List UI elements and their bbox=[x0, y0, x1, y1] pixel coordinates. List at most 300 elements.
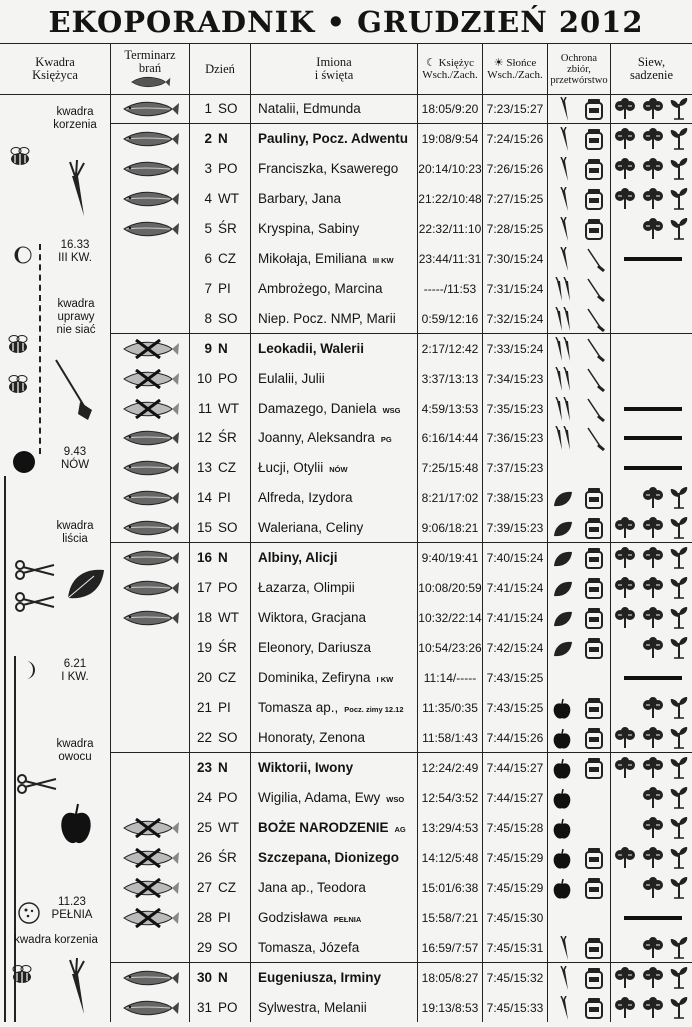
name-day-text: Albiny, Alicji bbox=[258, 550, 338, 565]
leaf-icon bbox=[552, 580, 574, 603]
name-day-text: Pauliny, Pocz. Adwentu bbox=[258, 131, 409, 146]
jar-icon bbox=[584, 877, 604, 904]
day-number: 31 bbox=[196, 1000, 212, 1015]
fish-icon bbox=[126, 75, 174, 89]
table-row bbox=[0, 813, 692, 843]
day-number: 22 bbox=[196, 730, 212, 745]
name-day-text: Tomasza ap., bbox=[258, 700, 339, 715]
weekday: CZ bbox=[218, 460, 236, 475]
moon-times: 6:16/14:44 bbox=[421, 431, 479, 445]
moon-times: 11:58/1:43 bbox=[422, 731, 478, 745]
name-day-text: Leokadii, Walerii bbox=[258, 341, 365, 356]
name-day bbox=[258, 873, 416, 903]
name-day-text: Dominika, Zefiryna bbox=[258, 670, 371, 685]
sun-times: 7:45/15:30 bbox=[486, 911, 544, 925]
no-sowing-bar bbox=[624, 676, 682, 680]
plant-icon bbox=[642, 547, 664, 574]
label-kwadra-korzenia: kwadra korzenia bbox=[53, 106, 97, 131]
fish-icon bbox=[120, 608, 180, 628]
plant-icon bbox=[614, 158, 636, 185]
weekday: PO bbox=[218, 1000, 238, 1015]
day-number: 26 bbox=[196, 850, 212, 865]
weekday: SO bbox=[218, 940, 238, 955]
sun-times: 7:24/15:26 bbox=[486, 132, 544, 146]
table-row bbox=[0, 94, 692, 124]
name-day-text: Barbary, Jana bbox=[258, 191, 342, 206]
weekday: CZ bbox=[218, 670, 236, 685]
day-number: 27 bbox=[196, 880, 212, 895]
name-day bbox=[258, 573, 416, 603]
table-row bbox=[0, 154, 692, 184]
sprout-icon bbox=[668, 877, 690, 904]
jar-icon bbox=[584, 218, 604, 245]
table-row bbox=[0, 334, 692, 364]
fish-crossed-icon bbox=[120, 339, 180, 359]
moon-times: 3:37/13:13 bbox=[421, 372, 479, 386]
jar-icon bbox=[584, 188, 604, 215]
moon-times: 10:32/22:14 bbox=[418, 611, 482, 625]
name-day-text: Kryspina, Sabiny bbox=[258, 221, 360, 236]
day-number: 15 bbox=[196, 520, 212, 535]
moon-times: 16:59/7:57 bbox=[421, 941, 479, 955]
plant-icon bbox=[614, 128, 636, 155]
name-day bbox=[258, 693, 416, 723]
name-day bbox=[258, 543, 416, 573]
jar-icon bbox=[584, 98, 604, 125]
sun-times: 7:43/15:25 bbox=[486, 671, 544, 685]
moon-times: 20:14/10:23 bbox=[418, 162, 482, 176]
fish-icon bbox=[120, 578, 180, 598]
day-number: 5 bbox=[204, 221, 212, 236]
name-day-text: Franciszka, Ksawerego bbox=[258, 161, 399, 176]
sprout-icon bbox=[668, 517, 690, 544]
table-row bbox=[0, 753, 692, 783]
plant-icon bbox=[642, 877, 664, 904]
moon-times: 7:25/15:48 bbox=[421, 461, 479, 475]
day-annotation: III KW bbox=[372, 256, 394, 265]
leaf-icon bbox=[552, 550, 574, 573]
sprout-icon bbox=[668, 218, 690, 245]
sprout-icon bbox=[668, 128, 690, 155]
sun-times: 7:43/15:25 bbox=[486, 701, 544, 715]
sprout-icon bbox=[668, 158, 690, 185]
fish-icon bbox=[120, 458, 180, 478]
day-number: 20 bbox=[196, 670, 212, 685]
weekday: WT bbox=[218, 820, 239, 835]
label-i-kw: 6.21 I KW. bbox=[61, 658, 89, 683]
sun-times: 7:41/15:24 bbox=[486, 581, 544, 595]
jar-icon bbox=[584, 487, 604, 514]
sun-times: 7:30/15:24 bbox=[486, 252, 544, 266]
table-row bbox=[0, 244, 692, 274]
plant-icon bbox=[642, 607, 664, 634]
name-day-text: Łucji, Otylii bbox=[258, 460, 324, 475]
jar-icon bbox=[584, 847, 604, 874]
name-day bbox=[258, 753, 416, 783]
jar-icon bbox=[584, 607, 604, 634]
sun-times: 7:45/15:32 bbox=[486, 971, 544, 985]
fish-icon bbox=[120, 129, 180, 149]
moon-times: 23:44/11:31 bbox=[418, 252, 482, 266]
moon-times: 10:54/23:26 bbox=[418, 641, 482, 655]
name-day-text: Niep. Pocz. NMP, Marii bbox=[258, 311, 396, 326]
plant-icon bbox=[642, 158, 664, 185]
weekday: WT bbox=[218, 610, 239, 625]
name-day-text: Wigilia, Adama, Ewy bbox=[258, 790, 381, 805]
sun-times: 7:23/15:27 bbox=[486, 102, 544, 116]
table-row bbox=[0, 423, 692, 453]
sprout-icon bbox=[668, 637, 690, 664]
sun-times: 7:44/15:26 bbox=[486, 731, 544, 745]
sun-times: 7:41/15:24 bbox=[486, 611, 544, 625]
moon-times: -----/11:53 bbox=[423, 282, 477, 296]
fish-crossed-icon bbox=[120, 818, 180, 838]
jar-icon bbox=[584, 577, 604, 604]
weekday: ŚR bbox=[218, 640, 237, 655]
moon-times: 19:13/8:53 bbox=[421, 1001, 479, 1015]
apple-icon bbox=[552, 758, 572, 785]
weekday: CZ bbox=[218, 251, 236, 266]
moon-times: 19:08/9:54 bbox=[421, 132, 479, 146]
fish-icon bbox=[120, 968, 180, 988]
plant-icon bbox=[614, 188, 636, 215]
sun-times: 7:35/15:23 bbox=[486, 402, 544, 416]
name-day-text: Sylwestra, Melanii bbox=[258, 1000, 367, 1015]
leaf-icon bbox=[552, 520, 574, 543]
sprout-icon bbox=[668, 607, 690, 634]
name-day-text: Wiktora, Gracjana bbox=[258, 610, 367, 625]
sprout-icon bbox=[668, 98, 690, 125]
day-number: 14 bbox=[196, 490, 212, 505]
day-number: 30 bbox=[196, 970, 212, 985]
plant-icon bbox=[614, 847, 636, 874]
sun-times: 7:44/15:27 bbox=[486, 791, 544, 805]
moon-times: 4:59/13:53 bbox=[421, 402, 479, 416]
no-sowing-bar bbox=[624, 436, 682, 440]
apple-icon bbox=[552, 728, 572, 755]
sun-times: 7:27/15:25 bbox=[486, 192, 544, 206]
jar-icon bbox=[584, 517, 604, 544]
label-iii-kw: 16.33 III KW. bbox=[58, 239, 92, 264]
plant-icon bbox=[614, 98, 636, 125]
sun-times: 7:45/15:29 bbox=[486, 881, 544, 895]
moon-times: 2:17/12:42 bbox=[421, 342, 479, 356]
name-day bbox=[258, 394, 416, 424]
weekday: SO bbox=[218, 730, 238, 745]
name-day bbox=[258, 274, 416, 304]
fish-icon bbox=[120, 219, 180, 239]
label-kwadra-liscia: kwadra liścia bbox=[56, 520, 94, 545]
weekday: PI bbox=[218, 910, 231, 925]
plant-icon bbox=[642, 577, 664, 604]
table-row bbox=[0, 933, 692, 963]
fish-crossed-icon bbox=[120, 369, 180, 389]
table-row bbox=[0, 873, 692, 903]
weekday: N bbox=[218, 970, 228, 985]
sun-times: 7:34/15:23 bbox=[486, 372, 544, 386]
weekday: SO bbox=[218, 101, 238, 116]
name-day bbox=[258, 963, 416, 993]
name-day-text: Eulalii, Julii bbox=[258, 371, 325, 386]
fish-icon bbox=[120, 518, 180, 538]
day-number: 6 bbox=[204, 251, 212, 266]
table-top-border bbox=[0, 43, 692, 44]
name-day bbox=[258, 453, 416, 483]
plant-icon bbox=[642, 817, 664, 844]
sun-times: 7:37/15:23 bbox=[486, 461, 544, 475]
moon-times: 10:08/20:59 bbox=[418, 581, 482, 595]
fish-crossed-icon bbox=[120, 908, 180, 928]
jar-icon bbox=[584, 158, 604, 185]
day-number: 10 bbox=[196, 371, 212, 386]
sun-times: 7:45/15:33 bbox=[486, 1001, 544, 1015]
table-row bbox=[0, 124, 692, 154]
name-day-text: Wiktorii, Iwony bbox=[258, 760, 354, 775]
sun-times: 7:45/15:31 bbox=[486, 941, 544, 955]
table-row bbox=[0, 843, 692, 873]
sprout-icon bbox=[668, 787, 690, 814]
table-row bbox=[0, 513, 692, 543]
table-row bbox=[0, 543, 692, 573]
table-row bbox=[0, 453, 692, 483]
name-day bbox=[258, 483, 416, 513]
fish-crossed-icon bbox=[120, 848, 180, 868]
no-sowing-bar bbox=[624, 916, 682, 920]
table-row bbox=[0, 184, 692, 214]
day-number: 28 bbox=[196, 910, 212, 925]
leaf-icon bbox=[552, 490, 574, 513]
name-day-text: Waleriana, Celiny bbox=[258, 520, 364, 535]
plant-icon bbox=[642, 637, 664, 664]
weekday: PO bbox=[218, 371, 238, 386]
name-day-text: Honoraty, Zenona bbox=[258, 730, 366, 745]
name-day bbox=[258, 633, 416, 663]
plant-icon bbox=[614, 727, 636, 754]
moon-times: 15:01/6:38 bbox=[421, 881, 479, 895]
fish-icon bbox=[120, 488, 180, 508]
table-row bbox=[0, 603, 692, 633]
day-number: 29 bbox=[196, 940, 212, 955]
fish-icon bbox=[120, 99, 180, 119]
weekday: PO bbox=[218, 790, 238, 805]
moon-times: 9:06/18:21 bbox=[421, 521, 479, 535]
name-day-text: Godzisława bbox=[258, 910, 328, 925]
sprout-icon bbox=[668, 817, 690, 844]
table-row bbox=[0, 993, 692, 1023]
apple-icon bbox=[552, 698, 572, 725]
weekday: ŚR bbox=[218, 430, 237, 445]
no-sowing-bar bbox=[624, 407, 682, 411]
name-day bbox=[258, 244, 416, 274]
weekday: N bbox=[218, 131, 228, 146]
sprout-icon bbox=[668, 188, 690, 215]
day-annotation: Pocz. zimy 12.12 bbox=[344, 705, 404, 714]
day-number: 8 bbox=[204, 311, 212, 326]
no-sowing-bar bbox=[624, 257, 682, 261]
plant-icon bbox=[642, 697, 664, 724]
moon-times: 9:40/19:41 bbox=[421, 551, 479, 565]
sprout-icon bbox=[668, 697, 690, 724]
name-day-text: Damazego, Daniela bbox=[258, 401, 377, 416]
day-number: 25 bbox=[196, 820, 212, 835]
weekday: SO bbox=[218, 520, 238, 535]
weekday: ŚR bbox=[218, 850, 237, 865]
table-row bbox=[0, 304, 692, 334]
day-number: 18 bbox=[196, 610, 212, 625]
day-number: 17 bbox=[196, 580, 212, 595]
plant-icon bbox=[642, 937, 664, 964]
table-row bbox=[0, 214, 692, 244]
moon-times: 22:32/11:10 bbox=[418, 222, 482, 236]
day-number: 24 bbox=[196, 790, 212, 805]
header-imiona: Imiona i święta bbox=[314, 55, 354, 82]
day-number: 23 bbox=[196, 760, 212, 775]
name-day bbox=[258, 154, 416, 184]
moon-times: 18:05/8:27 bbox=[421, 971, 479, 985]
apple-icon bbox=[552, 848, 572, 875]
moon-times: 11:35/0:35 bbox=[422, 701, 478, 715]
name-day-text: Eleonory, Dariusza bbox=[258, 640, 372, 655]
plant-icon bbox=[642, 847, 664, 874]
apple-icon bbox=[552, 878, 572, 905]
name-day bbox=[258, 124, 416, 154]
plant-icon bbox=[642, 218, 664, 245]
sun-times: 7:31/15:24 bbox=[486, 282, 544, 296]
moon-times: 15:58/7:21 bbox=[421, 911, 479, 925]
name-day-text: Joanny, Aleksandra bbox=[258, 430, 375, 445]
carrot-icon bbox=[558, 996, 572, 1027]
name-day bbox=[258, 334, 416, 364]
day-annotation: WSO bbox=[386, 795, 405, 804]
day-annotation: PG bbox=[380, 435, 392, 444]
moon-times: 8:21/17:02 bbox=[421, 491, 479, 505]
table-row bbox=[0, 274, 692, 304]
jar-icon bbox=[584, 637, 604, 664]
name-day bbox=[258, 723, 416, 753]
table-header bbox=[0, 44, 692, 94]
name-day-text: Łazarza, Olimpii bbox=[258, 580, 355, 595]
fish-icon bbox=[120, 998, 180, 1018]
day-number: 19 bbox=[196, 640, 212, 655]
sun-times: 7:33/15:24 bbox=[486, 342, 544, 356]
name-day bbox=[258, 304, 416, 334]
plant-icon bbox=[614, 967, 636, 994]
sun-times: 7:42/15:24 bbox=[486, 641, 544, 655]
sun-times: 7:44/15:27 bbox=[486, 761, 544, 775]
table-row bbox=[0, 693, 692, 723]
weekday: N bbox=[218, 550, 228, 565]
name-day bbox=[258, 214, 416, 244]
no-sowing-bar bbox=[624, 466, 682, 470]
header-siew: Siew, sadzenie bbox=[629, 55, 674, 82]
sprout-icon bbox=[668, 997, 690, 1024]
name-day bbox=[258, 933, 416, 963]
fish-icon bbox=[120, 189, 180, 209]
weekday: ŚR bbox=[218, 221, 237, 236]
name-day bbox=[258, 423, 416, 453]
table-row bbox=[0, 963, 692, 993]
day-number: 1 bbox=[204, 101, 212, 116]
day-annotation: WSG bbox=[382, 406, 401, 415]
day-number: 7 bbox=[204, 281, 212, 296]
table-row bbox=[0, 573, 692, 603]
name-day-text: Mikołaja, Emiliana bbox=[258, 251, 367, 266]
weekday: PI bbox=[218, 281, 231, 296]
sprout-icon bbox=[668, 757, 690, 784]
sun-times: 7:26/15:26 bbox=[486, 162, 544, 176]
label-kwadra-korzenia-2: kwadra korzenia bbox=[14, 934, 98, 946]
leaf-icon bbox=[552, 640, 574, 663]
jar-icon bbox=[584, 757, 604, 784]
moon-times: 18:05/9:20 bbox=[421, 102, 479, 116]
jar-icon bbox=[584, 727, 604, 754]
header-terminarz: Terminarz brań bbox=[111, 44, 189, 94]
plant-icon bbox=[642, 997, 664, 1024]
day-number: 4 bbox=[204, 191, 212, 206]
name-day bbox=[258, 843, 416, 873]
moon-times: 12:54/3:52 bbox=[421, 791, 479, 805]
sprout-icon bbox=[668, 577, 690, 604]
moon-times: 14:12/5:48 bbox=[421, 851, 479, 865]
page-title: EKOPORADNIK • GRUDZIEŃ 2012 bbox=[48, 5, 644, 39]
weekday: SO bbox=[218, 311, 238, 326]
name-day bbox=[258, 364, 416, 394]
name-day bbox=[258, 813, 416, 843]
table-row bbox=[0, 723, 692, 753]
sprout-icon bbox=[668, 727, 690, 754]
weekday: PI bbox=[218, 700, 231, 715]
fish-crossed-icon bbox=[120, 399, 180, 419]
plant-icon bbox=[614, 547, 636, 574]
name-day bbox=[258, 184, 416, 214]
day-number: 11 bbox=[197, 401, 212, 416]
day-annotation: NÓW bbox=[329, 465, 348, 474]
plant-icon bbox=[614, 757, 636, 784]
label-kwadra-uprawy: kwadra uprawy nie siać bbox=[56, 298, 96, 336]
plant-icon bbox=[642, 967, 664, 994]
day-number: 13 bbox=[196, 460, 212, 475]
plant-icon bbox=[614, 517, 636, 544]
plant-icon bbox=[642, 98, 664, 125]
jar-icon bbox=[584, 937, 604, 964]
plant-icon bbox=[642, 128, 664, 155]
plant-icon bbox=[642, 787, 664, 814]
jar-icon bbox=[584, 128, 604, 155]
apple-icon bbox=[552, 788, 572, 815]
day-number: 3 bbox=[204, 161, 212, 176]
fish-crossed-icon bbox=[120, 878, 180, 898]
weekday: CZ bbox=[218, 880, 236, 895]
moon-times: 21:22/10:48 bbox=[418, 192, 482, 206]
name-day bbox=[258, 603, 416, 633]
sprout-icon bbox=[668, 967, 690, 994]
day-number: 16 bbox=[196, 550, 212, 565]
name-day-text: Eugeniusza, Irminy bbox=[258, 970, 382, 985]
table-row bbox=[0, 903, 692, 933]
sun-times: 7:40/15:24 bbox=[486, 551, 544, 565]
name-day-text: Alfreda, Izydora bbox=[258, 490, 353, 505]
sun-times: 7:32/15:24 bbox=[486, 312, 544, 326]
table-row bbox=[0, 483, 692, 513]
weekday: PI bbox=[218, 490, 231, 505]
plant-icon bbox=[614, 997, 636, 1024]
header-kwadra: Kwadra Księżyca bbox=[32, 55, 78, 82]
name-day bbox=[258, 513, 416, 543]
moon-times: 0:59/12:16 bbox=[421, 312, 479, 326]
fish-icon bbox=[120, 428, 180, 448]
table-row bbox=[0, 633, 692, 663]
sprout-icon bbox=[668, 487, 690, 514]
